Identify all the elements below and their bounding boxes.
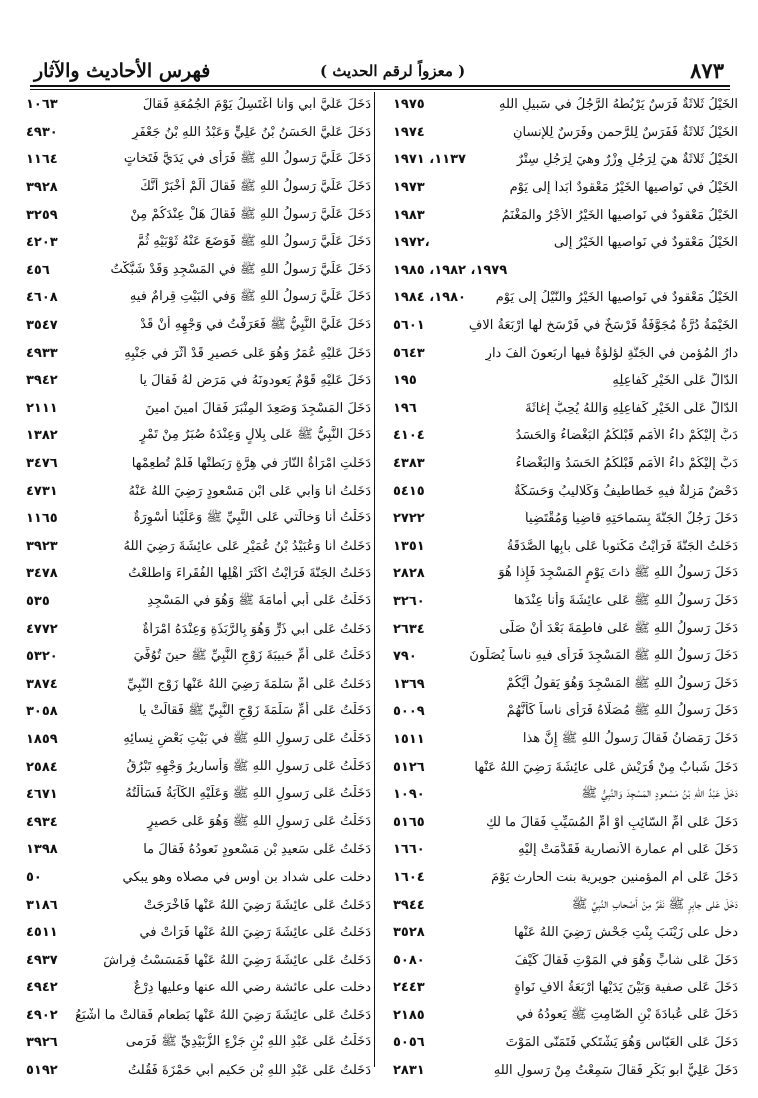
- index-entry: [26, 284, 371, 312]
- entry-text: دَخَلْتُ أَنا وَأَبي عَلى ابْنِ مَسْعودٍ رَضِيَ اللهُ عَنْهُ: [128, 483, 371, 499]
- entry-text: دَخَلَ عَلى أم المؤمنين جويرية بنت الحارث يَوْمَ: [491, 869, 738, 885]
- hadith-number: ١٩٥: [393, 373, 417, 389]
- hadith-number: ٣٥٤٧: [26, 318, 58, 334]
- entry-text: دخل على زَيْنَبَ بِنْتِ جَحْشٍ رَضِيَ اللهُ عَنْها: [513, 925, 738, 941]
- hadith-number: ٢٨٢٨: [393, 566, 425, 582]
- entry-text: دَخَلَ المَسْجِدَ وَصَعِدَ المِنْبَرَ فَقالَ آمينَ آمينَ: [145, 400, 371, 416]
- hadith-number: ٤٥١١: [26, 925, 58, 941]
- hadith-number: ٣٤٧٦: [26, 456, 58, 472]
- index-entry: [26, 808, 371, 836]
- entry-text: دَخَلَ شَبابٌ مِنْ قُرَيْشٍ عَلى عائِشَةَ رَضِيَ اللهُ عَنْها: [474, 759, 738, 775]
- index-entry: [26, 339, 371, 367]
- hadith-number: ٤٩٣٤: [26, 814, 58, 830]
- index-entry: [393, 808, 738, 836]
- header-subtitle: ( معزواً لرقم الحديث ): [320, 62, 466, 80]
- hadith-number: ٥٠٥٦: [393, 1035, 425, 1051]
- entry-text: دَخَلْتُ عَلى أُمِّ سَلَمَةَ رَضِيَ اللهُ عَنْها زَوْجِ النَّبِيِّ: [126, 676, 371, 692]
- entry-text: دَخَلَ عَلَيَّ الحَسَنُ بْنُ عَلِيٍّ وَعَبْدُ اللهِ بْنُ جَعْفَرٍ: [132, 124, 371, 140]
- hadith-number: ١٥١١: [393, 731, 425, 747]
- entry-text: دَخَلْتُ الجَنَّةَ فَرَأَيْتُ أَكْثَرَ أَهْلِها الفُقَراءَ وَاطَّلَعْتُ: [128, 566, 371, 582]
- index-entry: [393, 119, 738, 147]
- hadith-number: ٥٦٠١: [393, 318, 425, 334]
- hadith-number: ٣٩٢٨: [26, 180, 58, 196]
- index-entry: [26, 919, 371, 947]
- entry-text: الخَيْلُ ثَلاثَةٌ فَرَسٌ يَرْبُطُهُ الرَّجُلُ في سَبيلِ اللهِ: [498, 97, 738, 113]
- hadith-number: ١٣٥١: [393, 538, 425, 554]
- entry-text: دَخَلَ عَلَيَّ أَبي وَأَنا أَغْتَسِلُ يَوْمَ الجُمُعَةِ فَقالَ: [142, 97, 371, 113]
- entry-text: دَخَلْتُ أَنا وَعُبَيْدُ بْنُ عُمَيْرٍ عَلى عائِشَةَ رَضِيَ اللهُ: [123, 538, 371, 554]
- entry-text: الخَيْلُ في نَواصيها الخَيْرُ مَعْقودٌ أَبَداً إِلى يَوْمِ: [509, 180, 738, 196]
- index-entry: [393, 864, 738, 892]
- index-entry: [26, 588, 371, 616]
- entry-text: دَخَلْتُ عَلى أُمِّ سَلَمَةَ زَوْجِ النَّبِيِّ ﷺ فَقالَتْ يا: [138, 703, 371, 719]
- running-title: فهرس الأحاديث والآثار: [34, 60, 211, 82]
- entry-text: دخلت على عائشة رضي الله عنها وعليها دِرْعٌ: [133, 980, 371, 996]
- entry-text: الخَيْلُ مَعْقودٌ في نَواصيها الخَيْرُ إِلى: [553, 235, 738, 251]
- index-entry: [26, 753, 371, 781]
- index-entry: [393, 477, 738, 505]
- hadith-number: ٤٩٤٢: [26, 980, 58, 996]
- entry-text: دَخَلَ رَسولُ اللهِ ﷺ المَسْجِدَ فَرَأى فيهِ ناساً يُصَلّونَ: [469, 648, 738, 664]
- hadith-number: ١٩٧٩، ١٩٨٢، ١٩٨٥: [393, 262, 508, 278]
- hadith-number: ١١٦٥: [26, 511, 58, 527]
- index-entry: [26, 891, 371, 919]
- hadith-number: ٢١١١: [26, 400, 58, 416]
- page-number: ٨٧٣: [690, 58, 724, 83]
- hadith-number: ٤٥٦: [26, 262, 50, 278]
- hadith-number: ٣٩٢٣: [26, 538, 58, 554]
- entry-text: دَخَلْتُ عَلى عَبْدِ اللهِ بْنِ حَكيمٍ أَبي حَمْزَةَ فَقُلْتُ: [128, 1063, 371, 1079]
- index-entry: [26, 864, 371, 892]
- entry-text: دَخَلَ عَلَيَّ النَّبِيُّ ﷺ فَعَرَفْتُ في وَجْهِهِ أَنْ قَدْ: [140, 317, 371, 333]
- index-entry: [26, 119, 371, 147]
- hadith-number: ٢١٨٥: [393, 1007, 425, 1023]
- index-entry: [26, 505, 371, 533]
- entry-text: دَخَلْتُ عَلى عائِشَةَ رَضِيَ اللهُ عَنْها بَطْعامٍ فَقالَتْ ما أَشْبَعُ: [75, 1007, 371, 1023]
- index-entry: [26, 91, 371, 119]
- entry-text: الخَيْلُ ثَلاثَةٌ فَفَرَسٌ لِلرَّحمنِ وفَرَسٌ لِلإِنسانِ: [512, 124, 738, 140]
- hadith-number: ١٦٦٠: [393, 842, 425, 858]
- column-divider: [374, 92, 375, 1067]
- index-entry: [26, 477, 371, 505]
- index-entry: [393, 781, 738, 809]
- hadith-number: ١٣٨٢: [26, 428, 58, 444]
- entry-text: دَخَلَ عَبْدُ اللهِ بْنُ مَسْعودٍ المَسْجِدَ وَالنَّبِيُّ ﷺ: [581, 786, 738, 802]
- entry-text: دَخَلْتُ الجَنَّةَ فَرَأَيْتُ مَكْتوباً عَلى بابِها الصَّدَقَةُ: [506, 538, 738, 554]
- index-entry: [393, 174, 738, 202]
- entry-text: دَخَلَ رَسولُ اللهِ ﷺ عَلى عائِشَةَ وَأَنا عِنْدَها: [513, 592, 738, 608]
- entry-text: دَخَلَ عَلَيَّ رَسولُ اللهِ ﷺ فَرَأى في يَدَيَّ فَتَخاتٍ: [123, 151, 371, 167]
- entry-text: دَخَلْتُ عَلى أُمِّ حَبيبَةَ زَوْجِ النَّبِيِّ ﷺ حينَ تُوُفِّيَ: [133, 648, 371, 664]
- index-entry: [26, 1029, 371, 1057]
- entry-text: دَخَلْتُ عَلى عائِشَةَ رَضِيَ اللهُ عَنْها فَرَأَتْ في: [139, 925, 371, 941]
- index-entry: [26, 643, 371, 671]
- index-entry: [26, 781, 371, 809]
- hadith-number: ١٩٧٥: [393, 97, 425, 113]
- index-entry: [26, 974, 371, 1002]
- hadith-number: ١٩٧٤: [393, 124, 425, 140]
- entry-text: دَخَلَ عَلى العَبّاسِ وَهُوَ يَشْتَكي فَتَمَنّى المَوْتَ: [505, 1035, 738, 1051]
- index-entry: [393, 201, 738, 229]
- hadith-number: ١٣٩٨: [26, 842, 58, 858]
- index-entry: [26, 201, 371, 229]
- hadith-number: ٥٣٢٠: [26, 649, 58, 665]
- entry-text: دَخَلَ النَّبِيُّ ﷺ عَلى بِلالٍ وَعِنْدَهُ صُبَرٌ مِنْ تَمْرٍ: [139, 427, 371, 443]
- hadith-number: ٤٧٣١: [26, 483, 58, 499]
- entry-text: دَخَلَ عَلَيَّ رَسولُ اللهِ ﷺ فَوَضَعَ عَنْهُ ثَوْبَيْهِ ثُمَّ: [136, 234, 371, 250]
- entry-text: دَخَلْتُ عَلى أَبي ذَرٍّ وَهُوَ بِالرَّبَذَةِ وَعِنْدَهُ امْرَأَةٌ: [142, 621, 371, 637]
- hadith-number: ١٦٠٤: [393, 869, 425, 885]
- index-entry: [393, 615, 738, 643]
- index-entry: [26, 422, 371, 450]
- entry-text: الخَيْلُ مَعْقودٌ في نَواصيها الخَيْرُ والنَّيْلُ إِلى يَوْمِ: [495, 290, 738, 306]
- entry-text: دَخَلَ رَجُلٌ الجَنَّةَ بِسَماحَتِهِ قاضِياً وَمُقْتَضِياً: [525, 511, 738, 527]
- hadith-number: ٤٩٠٢: [26, 1007, 58, 1023]
- entry-text: دَخَلَ عَلَيَّ رَسولُ اللهِ ﷺ وَفي البَيْتِ قِرامٌ فيهِ: [129, 289, 371, 305]
- hadith-number: ٤٦٠٨: [26, 290, 58, 306]
- entry-text: دَخَلَ عَلَيَّ رَسولُ اللهِ ﷺ فَقالَ أَلَمْ أُخْبَرْ أَنَّكَ: [140, 179, 371, 195]
- index-entry: [26, 395, 371, 423]
- hadith-number: ١١٦٤: [26, 152, 58, 168]
- index-entry: [26, 367, 371, 395]
- index-entry: [393, 919, 738, 947]
- entry-text: دَخَلَ رَسولُ اللهِ ﷺ المَسْجِدَ وَهُوَ يَقولُ أَيُّكُمْ: [506, 675, 738, 691]
- hadith-number: ٥١٩٢: [26, 1063, 58, 1079]
- hadith-number: ٢٨٣١: [393, 1063, 425, 1079]
- index-entry: [393, 395, 738, 423]
- hadith-number: ١٩٨٠، ١٩٨٤: [393, 290, 466, 306]
- entry-text: دَخَلَ رَسولُ اللهِ ﷺ ذاتَ يَوْمٍ المَسْجِدَ فَإِذا هُوَ: [498, 565, 738, 581]
- index-entry: [26, 533, 371, 561]
- index-entry: [393, 505, 738, 533]
- hadith-number: ١٩٧٢،: [393, 235, 430, 251]
- index-entry: [393, 698, 738, 726]
- hadith-number: ٣٨٧٤: [26, 676, 58, 692]
- index-entry: [26, 670, 371, 698]
- entry-text: الدّالُّ عَلَى الخَيْرِ كَفاعِلِهِ: [612, 373, 738, 389]
- entry-text: دَخَلَ عَلَيَّ رَسولُ اللهِ ﷺ في المَسْجِدِ وَقَدْ شَبَّكْتُ: [110, 261, 371, 277]
- index-entry: [393, 726, 738, 754]
- index-entry: [393, 450, 738, 478]
- index-entry: [26, 450, 371, 478]
- entry-text: دَخَلَ عَلى عُبادَةَ بْنِ الصّامِتِ ﷺ يَعودُهُ في: [516, 1006, 738, 1022]
- index-entry: [26, 229, 371, 257]
- entry-text: دَخَلَ رَسولُ اللهِ ﷺ مُصَلّاهُ فَرَأى ناساً كَأَنَّهُمْ: [506, 703, 738, 719]
- index-entry: [393, 1002, 738, 1030]
- index-entry: [393, 229, 738, 257]
- index-entry: [393, 257, 738, 285]
- entry-text: دَخَلْتُ عَلى رَسولِ اللهِ ﷺ وَهُوَ عَلى حَصيرٍ: [147, 813, 371, 829]
- index-entry: [393, 588, 738, 616]
- hadith-number: ٥١٢٦: [393, 759, 425, 775]
- hadith-number: ١٣٦٩: [393, 676, 425, 692]
- index-entry: [26, 615, 371, 643]
- entry-text: دَخَلَ عَلى شابٍّ وَهُوَ في المَوْتِ فَقالَ كَيْفَ: [514, 952, 738, 968]
- index-entry: [393, 974, 738, 1002]
- hadith-number: ٥١٦٥: [393, 814, 425, 830]
- hadith-number: ٥٠٨٠: [393, 952, 425, 968]
- index-entry: [393, 339, 738, 367]
- index-entry: [393, 1029, 738, 1057]
- index-entry: [393, 1057, 738, 1085]
- hadith-number: ٥٠: [26, 869, 42, 885]
- entry-text: الخَيْلُ مَعْقودٌ في نَواصيها الخَيْرُ الأَجْرُ والمَغْنَمُ: [501, 207, 738, 223]
- hadith-number: ٢٥٨٤: [26, 759, 58, 775]
- index-entry: [26, 1002, 371, 1030]
- header-rule-thin: [30, 89, 730, 90]
- hadith-number: ٤٦٧١: [26, 787, 58, 803]
- entry-text: دَخَلَ عَلَيْهِ قَوْمٌ يَعودونَهُ في مَرَضٍ لَهُ فَقالَ يا: [139, 373, 371, 389]
- entry-text: دَخَلْتُ عَلى رَسولِ اللهِ ﷺ وَأَساريرُ وَجْهِهِ تَبْرُقُ: [126, 758, 371, 774]
- index-column-left: [26, 91, 371, 1084]
- entry-text: دَخَلْتُ عَلى رَسولِ اللهِ ﷺ في بَيْتِ بَعْضِ نِسائِهِ: [123, 730, 371, 746]
- hadith-number: ٢٤٤٣: [393, 980, 425, 996]
- entry-text: دَخَلَتِ امْرَأَةٌ النّارَ في هِرَّةٍ رَبَطَتْها فَلَمْ تُطْعِمْها: [131, 456, 371, 472]
- hadith-number: ٣١٨٦: [26, 897, 58, 913]
- hadith-number: ٥٦٤٣: [393, 345, 425, 361]
- entry-text: الخَيْمَةُ دُرَّةٌ مُجَوَّفَةٌ فَرْسَخٌ في فَرْسَخٍ لَها أَرْبَعَةُ آلافِ: [468, 318, 738, 334]
- hadith-number: ١٩٦: [393, 400, 417, 416]
- hadith-number: ١٨٥٩: [26, 731, 58, 747]
- entry-text: دَخَلَ عَلَيْهِ عُمَرُ وَهُوَ عَلى حَصيرٍ قَدْ أَثَّرَ في جَنْبِهِ: [124, 345, 371, 361]
- index-entry: [26, 257, 371, 285]
- entry-text: دَخَلْتُ عَلى أَبي أُمامَةَ ﷺ وَهُوَ في المَسْجِدِ: [147, 592, 371, 608]
- index-entry: [26, 1057, 371, 1085]
- entry-text: دَخَلْتُ عَلى عائِشَةَ رَضِيَ اللهُ عَنْها فَأَخْرَجَتْ: [143, 897, 371, 913]
- index-entry: [393, 560, 738, 588]
- entry-text: دَخَلْتُ عَلى سَعيدِ بْنِ مَسْعودٍ نَعودُهُ فَقالَ ما: [143, 842, 371, 858]
- entry-text: دَخَلَ رَسولُ اللهِ ﷺ عَلى فاطِمَةَ بَعْدَ أَنْ صَلّى: [499, 620, 738, 636]
- entry-text: دَخَلْتُ عَلى رَسولِ اللهِ ﷺ وَعَلَيْهِ الكَآبَةُ فَسَأَلْتُهُ: [125, 786, 371, 802]
- hadith-number: ٤١٠٤: [393, 428, 425, 444]
- hadith-number: ٣٩٢٦: [26, 1035, 58, 1051]
- index-entry: [26, 836, 371, 864]
- hadith-number: ١٠٩٠: [393, 787, 425, 803]
- hadith-number: ١١٣٧، ١٩٧١: [393, 152, 466, 168]
- index-entry: [393, 533, 738, 561]
- index-entry: [393, 422, 738, 450]
- hadith-number: ١٠٦٣: [26, 97, 58, 113]
- hadith-number: ٤٧٧٢: [26, 621, 58, 637]
- index-entry: [26, 726, 371, 754]
- hadith-number: ٥٣٥: [26, 593, 50, 609]
- index-entry: [393, 643, 738, 671]
- hadith-number: ٥٠٠٩: [393, 704, 425, 720]
- hadith-number: ٣٤٧٨: [26, 566, 58, 582]
- hadith-number: ٧٩٠: [393, 649, 417, 665]
- index-entry: [26, 146, 371, 174]
- entry-text: دَخَلَ عَلى أم عمارة الأنصارية فَقَدَّمَتْ إِلَيْهِ: [518, 842, 738, 858]
- hadith-number: ٤٩٣٧: [26, 952, 58, 968]
- entry-text: دَخَلْتُ عَلى عائِشَةَ رَضِيَ اللهُ عَنْها فَمَسَسْتُ فِراشَ: [103, 952, 371, 968]
- hadith-number: ٤٣٨٣: [393, 456, 425, 472]
- index-entry: [26, 560, 371, 588]
- hadith-number: ٤٢٠٣: [26, 235, 58, 251]
- entry-text: الخَيْلُ ثَلاثَةٌ هيَ لِرَجُلٍ وِزْرٌ وهيَ لِرَجُلٍ سِتْرٌ: [516, 152, 738, 168]
- entry-text: دخلت على شداد بن أوس في مصلاه وهو يبكي: [122, 869, 371, 885]
- hadith-number: ١٩٨٣: [393, 207, 425, 223]
- hadith-number: ٤٩٣٠: [26, 124, 58, 140]
- hadith-number: ٣٩٤٢: [26, 373, 58, 389]
- hadith-number: ٣٢٦٠: [393, 593, 425, 609]
- hadith-number: ٣٠٥٨: [26, 704, 58, 720]
- index-column-right: [393, 91, 738, 1084]
- index-entry: [393, 670, 738, 698]
- hadith-number: ٣٩٤٤: [393, 897, 425, 913]
- index-entry: [393, 146, 738, 174]
- entry-text: دَخَلَ عَلِيٌّ أَبو بَكْرٍ فَقالَ سَمِعْتُ مِنْ رَسولِ اللهِ: [493, 1063, 738, 1079]
- entry-text: دَبَّ إِلَيْكُمْ داءُ الأُمَمِ قَبْلَكُمُ الحَسَدُ وَالبَغْضاءُ: [515, 456, 738, 472]
- entry-text: دَخَلَ عَلى جابِرٍ ﷺ نَفَرٌ مِنْ أَصْحابِ النَّبِيِّ ﷺ: [571, 896, 738, 912]
- entry-text: الدّالُّ عَلَى الخَيْرِ كَفاعِلِهِ وَاللهُ يُحِبُّ إِغاثَةَ: [525, 400, 738, 416]
- entry-text: دَحْضٌ مَزِلَّةٌ فيهِ خَطاطيفُ وَكَلاليبُ وَحَسَكَةٌ: [514, 483, 738, 499]
- page-header: [30, 58, 730, 86]
- entry-text: دَخَلْتُ عَلى عَبْدِ اللهِ بْنِ جَزْءٍ الزُّبَيْدِيِّ ﷺ فَرَمى: [125, 1034, 371, 1050]
- hadith-number: ٢٧٢٢: [393, 511, 425, 527]
- hadith-number: ٥٤١٥: [393, 483, 425, 499]
- header-rule: [30, 85, 730, 87]
- entry-text: دَخَلْتُ أَنا وَخالَتي عَلى النَّبِيِّ ﷺ وَعَلَيْنا أَسْوِرَةٌ: [133, 510, 371, 526]
- entry-text: دارُ المُؤمنِ في الجَنَّةِ لُؤلُؤةٌ فيها أَربَعونَ أَلفَ دارٍ: [485, 345, 738, 361]
- index-entry: [26, 946, 371, 974]
- index-entry: [393, 946, 738, 974]
- index-entry: [393, 312, 738, 340]
- entry-text: دَخَلَ عَلَيَّ رَسولُ اللهِ ﷺ فَقالَ هَلْ عِنْدَكُمْ مِنْ: [130, 206, 371, 222]
- index-entry: [26, 174, 371, 202]
- entry-text: دَخَلَ عَلى صفية وَبَيْنَ يَدَيْها أَرْبَعَةُ آلافِ نَواةٍ: [514, 980, 738, 996]
- hadith-number: ٣٢٥٩: [26, 207, 58, 223]
- index-entry: [393, 753, 738, 781]
- index-entry: [393, 284, 738, 312]
- entry-text: دَبَّ إِلَيْكُمْ داءُ الأُمَمِ قَبْلَكُمُ البَغْضاءُ وَالحَسَدُ: [515, 428, 738, 444]
- hadith-number: ٢٦٣٤: [393, 621, 425, 637]
- index-entry: [393, 836, 738, 864]
- index-entry: [26, 312, 371, 340]
- index-entry: [393, 891, 738, 919]
- hadith-number: ٤٩٣٣: [26, 345, 58, 361]
- index-entry: [26, 698, 371, 726]
- index-entry: [393, 367, 738, 395]
- hadith-number: ١٩٧٣: [393, 180, 425, 196]
- index-entry: [393, 91, 738, 119]
- entry-text: دَخَلَ عَلى أُمِّ السّائِبِ أَوْ أُمِّ المُسَيِّبِ فَقالَ ما لَكِ: [486, 814, 738, 830]
- entry-text: دَخَلَ رَمَضانُ فَقالَ رَسولُ اللهِ ﷺ إِنَّ هذا: [522, 730, 738, 746]
- hadith-number: ٣٥٢٨: [393, 925, 425, 941]
